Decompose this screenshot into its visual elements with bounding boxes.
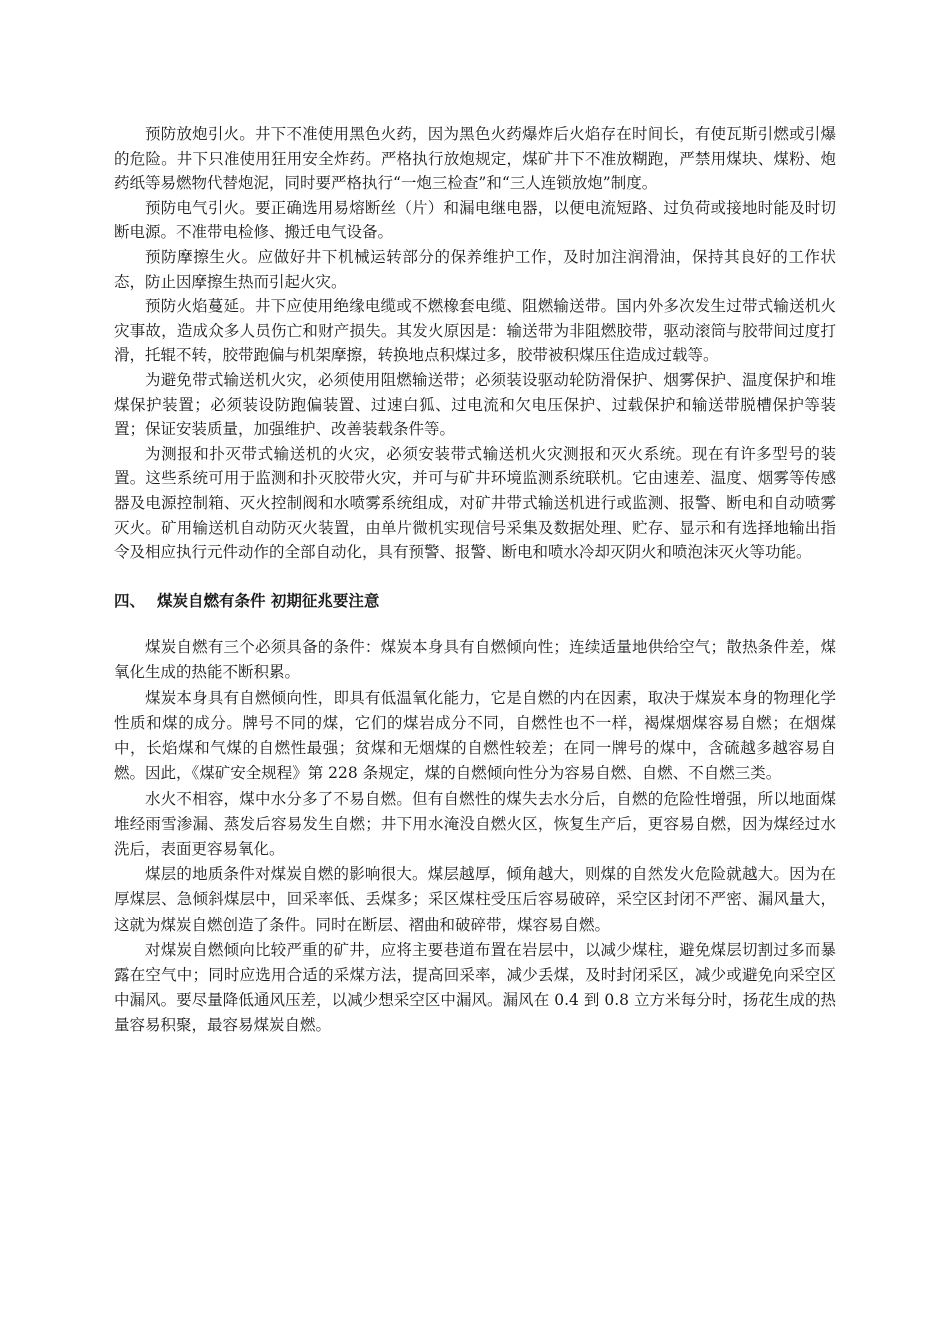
section-heading [114,589,836,614]
section-fire-prevention [114,122,836,565]
paragraph-blasting: 预防放炮引火。井下不准使用黑色火药，因为黑色火药爆炸后火焰存在时间长，有使瓦斯引燃或引爆的危险。井下只准使用狂用安全炸药。严格执行放炮规定，煤矿井下不准放糊跑，严禁用煤块、煤粉、炮药纸等易燃物代替炮泥，同时要严格执行“一炮三检查”和“三人连锁放炮”制度。 [114,125,836,193]
paragraph-mitigation: 对煤炭自燃倾向比较严重的矿井，应将主要巷道布置在岩层中，以减少煤柱，避免煤层切割过多而暴露在空气中；同时应选用合适的采煤方法，提高回采率，减少丢煤，及时封闭采区，减少或避免向采空区中漏风。要尽量降低通风压差，以减少想采空区中漏风。漏风在 0.4 到 0.8 立方米每分时，扬花生成的热量容易积聚，最容易煤炭自燃。 [114,940,836,1035]
paragraph-flame-spread: 预防火焰蔓延。井下应使用绝缘电缆或不燃橡套电缆、阻燃输送带。国内外多次发生过带式输送机火灾事故，造成众多人员伤亡和财产损失。其发火原因是：输送带为非阻燃胶带，驱动滚筒与胶带间过度打滑，托辊不转，胶带跑偏与机架摩擦，转换地点积煤过多，胶带被积煤压住造成过载等。 [114,297,836,365]
section-spontaneous-combustion [114,635,836,1038]
paragraph-friction: 预防摩擦生火。应做好井下机械运转部分的保养维护工作，及时加注润滑油，保持其良好的工作状态，防止因摩擦生热而引起火灾。 [114,247,836,291]
paragraph-electrical: 预防电气引火。要正确选用易熔断丝（片）和漏电继电器，以便电流短路、过负荷或接地时能及时切断电源。不准带电检修、搬迁电气设备。 [114,198,836,242]
paragraph-geology: 煤层的地质条件对煤炭自燃的影响很大。煤层越厚，倾角越大，则煤的自然发火危险就越大。因为在厚煤层、急倾斜煤层中，回采率低、丢煤多；采区煤柱受压后容易破碎，采空区封闭不严密、漏风量大，这就为煤炭自燃创造了条件。同时在断层、褶曲和破碎带，煤容易自燃。 [114,865,836,934]
paragraph-conveyor-protection: 为避免带式输送机火灾，必须使用阻燃输送带；必须装设驱动轮防滑保护、烟雾保护、温度保护和堆煤保护装置；必须装设防跑偏装置、过速白狐、过电流和欠电压保护、过载保护和输送带脱槽保护等装置；保证安装质量，加强维护、改善装载条件等。 [114,370,836,439]
paragraph-conditions: 煤炭自燃有三个必须具备的条件：煤炭本身具有自燃倾向性；连续适量地供给空气；散热条件差，煤氧化生成的热能不断积累。 [114,638,836,682]
paragraph-combustion-tendency: 煤炭本身具有自燃倾向性，即具有低温氧化能力，它是自燃的内在因素，取决于煤炭本身的物理化学性质和煤的成分。牌号不同的煤，它们的煤岩成分不同，自燃性也不一样，褐煤烟煤容易自燃；在烟煤中，长焰煤和气煤的自燃性最强；贫煤和无烟煤的自燃性较差；在同一牌号的煤中，含硫越多越容易自燃。因此，《煤矿安全规程》第 228 条规定，煤的自燃倾向性分为容易自燃、自燃、不自燃三类。 [114,688,836,783]
section-title: 煤炭自燃有条件 初期征兆要注意 [157,591,380,610]
document-body [114,122,836,1039]
section-number: 四、 [114,591,146,610]
paragraph-fire-detection-system: 为测报和扑灭带式输送机的火灾，必须安装带式输送机火灾测报和灭火系统。现在有许多型号的装置。这些系统可用于监测和扑灭胶带火灾，并可与矿井环境监测系统联机。它由速差、温度、烟雾等传感器及电源控制箱、灭火控制阀和水喷雾系统组成，对矿井带式输送机进行或监测、报警、断电和自动喷雾灭火。矿用输送机自动防灭火装置，由单片微机实现信号采集及数据处理、贮存、显示和有选择地输出指令及相应执行元件动作的全部自动化，具有预警、报警、断电和喷水冷却灭阴火和喷泡沫灭火等功能。 [114,444,836,562]
paragraph-moisture: 水火不相容，煤中水分多了不易自燃。但有自燃性的煤失去水分后，自燃的危险性增强，所以地面煤堆经雨雪渗漏、蒸发后容易发生自燃；井下用水淹没自燃火区，恢复生产后，更容易自燃，因为煤经过水洗后，表面更容易氧化。 [114,789,836,858]
